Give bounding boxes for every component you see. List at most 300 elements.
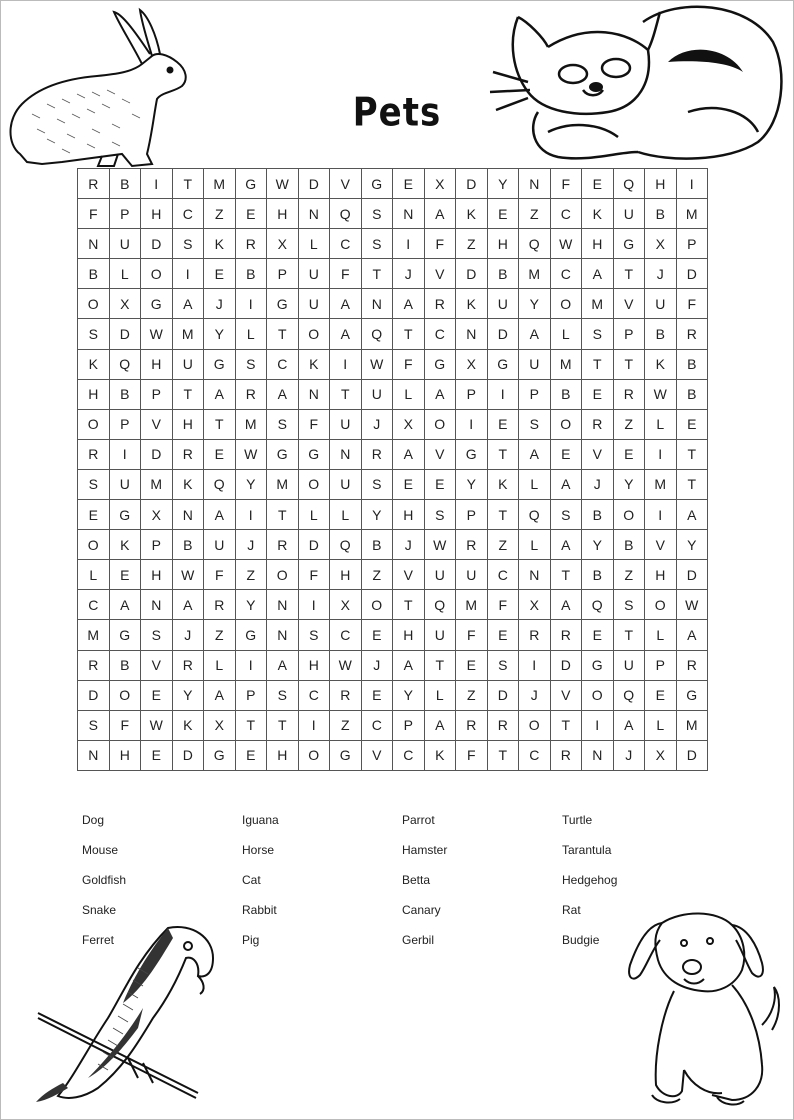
grid-cell[interactable]: T xyxy=(361,259,393,289)
grid-cell[interactable]: P xyxy=(109,199,141,229)
grid-cell[interactable]: O xyxy=(78,409,110,439)
grid-cell[interactable]: H xyxy=(330,560,362,590)
grid-cell[interactable]: Z xyxy=(613,409,645,439)
grid-cell[interactable]: R xyxy=(78,439,110,469)
grid-cell[interactable]: B xyxy=(676,349,708,379)
grid-cell[interactable]: D xyxy=(298,530,330,560)
grid-cell[interactable]: D xyxy=(550,650,582,680)
grid-cell[interactable]: U xyxy=(424,560,456,590)
grid-cell[interactable]: V xyxy=(613,289,645,319)
grid-cell[interactable]: Z xyxy=(204,199,236,229)
grid-cell[interactable]: A xyxy=(267,379,299,409)
grid-cell[interactable]: O xyxy=(78,289,110,319)
grid-cell[interactable]: B xyxy=(487,259,519,289)
grid-cell[interactable]: E xyxy=(235,740,267,770)
grid-cell[interactable]: L xyxy=(204,650,236,680)
grid-cell[interactable]: O xyxy=(267,560,299,590)
grid-cell[interactable]: Y xyxy=(361,500,393,530)
grid-cell[interactable]: J xyxy=(645,259,677,289)
grid-cell[interactable]: U xyxy=(613,199,645,229)
grid-cell[interactable]: S xyxy=(613,590,645,620)
grid-cell[interactable]: U xyxy=(613,650,645,680)
grid-cell[interactable]: L xyxy=(330,500,362,530)
grid-cell[interactable]: K xyxy=(172,710,204,740)
grid-cell[interactable]: H xyxy=(141,199,173,229)
grid-cell[interactable]: G xyxy=(298,439,330,469)
grid-cell[interactable]: V xyxy=(550,680,582,710)
grid-cell[interactable]: F xyxy=(330,259,362,289)
grid-cell[interactable]: U xyxy=(109,469,141,499)
grid-cell[interactable]: H xyxy=(645,169,677,199)
grid-cell[interactable]: R xyxy=(456,530,488,560)
grid-cell[interactable]: P xyxy=(393,710,425,740)
grid-cell[interactable]: S xyxy=(235,349,267,379)
grid-cell[interactable]: R xyxy=(172,439,204,469)
grid-cell[interactable]: A xyxy=(424,710,456,740)
grid-cell[interactable]: L xyxy=(550,319,582,349)
grid-cell[interactable]: M xyxy=(78,620,110,650)
grid-cell[interactable]: N xyxy=(582,740,614,770)
grid-cell[interactable]: R xyxy=(676,650,708,680)
grid-cell[interactable]: R xyxy=(235,379,267,409)
grid-cell[interactable]: W xyxy=(172,560,204,590)
grid-cell[interactable]: U xyxy=(456,560,488,590)
grid-cell[interactable]: Z xyxy=(330,710,362,740)
grid-cell[interactable]: A xyxy=(424,379,456,409)
grid-cell[interactable]: P xyxy=(676,229,708,259)
grid-cell[interactable]: E xyxy=(393,169,425,199)
grid-cell[interactable]: D xyxy=(456,169,488,199)
grid-cell[interactable]: H xyxy=(172,409,204,439)
grid-cell[interactable]: Q xyxy=(330,199,362,229)
grid-cell[interactable]: Q xyxy=(204,469,236,499)
grid-cell[interactable]: L xyxy=(519,530,551,560)
grid-cell[interactable]: A xyxy=(550,530,582,560)
grid-cell[interactable]: E xyxy=(582,169,614,199)
grid-cell[interactable]: T xyxy=(487,500,519,530)
grid-cell[interactable]: G xyxy=(109,500,141,530)
grid-cell[interactable]: S xyxy=(550,500,582,530)
grid-cell[interactable]: S xyxy=(78,469,110,499)
grid-cell[interactable]: K xyxy=(456,199,488,229)
grid-cell[interactable]: Q xyxy=(613,680,645,710)
grid-cell[interactable]: R xyxy=(613,379,645,409)
grid-cell[interactable]: P xyxy=(141,530,173,560)
grid-cell[interactable]: E xyxy=(78,500,110,530)
grid-cell[interactable]: E xyxy=(456,650,488,680)
grid-cell[interactable]: M xyxy=(550,349,582,379)
grid-cell[interactable]: S xyxy=(78,319,110,349)
grid-cell[interactable]: W xyxy=(361,349,393,379)
grid-cell[interactable]: M xyxy=(235,409,267,439)
grid-cell[interactable]: C xyxy=(78,590,110,620)
grid-cell[interactable]: J xyxy=(172,620,204,650)
grid-cell[interactable]: S xyxy=(298,620,330,650)
grid-cell[interactable]: N xyxy=(78,229,110,259)
grid-cell[interactable]: Z xyxy=(361,560,393,590)
grid-cell[interactable]: U xyxy=(361,379,393,409)
grid-cell[interactable]: T xyxy=(267,319,299,349)
grid-cell[interactable]: Z xyxy=(613,560,645,590)
grid-cell[interactable]: J xyxy=(582,469,614,499)
grid-cell[interactable]: X xyxy=(141,500,173,530)
grid-cell[interactable]: E xyxy=(582,620,614,650)
grid-cell[interactable]: N xyxy=(330,439,362,469)
grid-cell[interactable]: M xyxy=(456,590,488,620)
grid-cell[interactable]: O xyxy=(298,319,330,349)
grid-cell[interactable]: U xyxy=(487,289,519,319)
grid-cell[interactable]: F xyxy=(456,620,488,650)
grid-cell[interactable]: S xyxy=(519,409,551,439)
grid-cell[interactable]: A xyxy=(393,439,425,469)
grid-cell[interactable]: J xyxy=(393,530,425,560)
grid-cell[interactable]: G xyxy=(424,349,456,379)
grid-cell[interactable]: M xyxy=(645,469,677,499)
grid-cell[interactable]: S xyxy=(361,199,393,229)
grid-cell[interactable]: Z xyxy=(235,560,267,590)
grid-cell[interactable]: L xyxy=(645,620,677,650)
grid-cell[interactable]: L xyxy=(298,500,330,530)
grid-cell[interactable]: F xyxy=(393,349,425,379)
grid-cell[interactable]: N xyxy=(78,740,110,770)
grid-cell[interactable]: Q xyxy=(582,590,614,620)
grid-cell[interactable]: F xyxy=(676,289,708,319)
grid-cell[interactable]: T xyxy=(267,500,299,530)
grid-cell[interactable]: K xyxy=(109,530,141,560)
grid-cell[interactable]: B xyxy=(109,379,141,409)
grid-cell[interactable]: G xyxy=(361,169,393,199)
grid-cell[interactable]: D xyxy=(78,680,110,710)
grid-cell[interactable]: F xyxy=(550,169,582,199)
grid-cell[interactable]: E xyxy=(141,740,173,770)
grid-cell[interactable]: Y xyxy=(204,319,236,349)
grid-cell[interactable]: C xyxy=(361,710,393,740)
grid-cell[interactable]: C xyxy=(330,229,362,259)
grid-cell[interactable]: Q xyxy=(109,349,141,379)
grid-cell[interactable]: Y xyxy=(172,680,204,710)
grid-cell[interactable]: D xyxy=(487,319,519,349)
grid-cell[interactable]: U xyxy=(424,620,456,650)
grid-cell[interactable]: H xyxy=(78,379,110,409)
grid-cell[interactable]: Y xyxy=(613,469,645,499)
grid-cell[interactable]: Y xyxy=(582,530,614,560)
grid-cell[interactable]: K xyxy=(487,469,519,499)
grid-cell[interactable]: S xyxy=(141,620,173,650)
grid-cell[interactable]: G xyxy=(235,169,267,199)
grid-cell[interactable]: Z xyxy=(487,530,519,560)
grid-cell[interactable]: L xyxy=(235,319,267,349)
grid-cell[interactable]: G xyxy=(204,740,236,770)
grid-cell[interactable]: E xyxy=(645,680,677,710)
grid-cell[interactable]: I xyxy=(141,169,173,199)
grid-cell[interactable]: I xyxy=(519,650,551,680)
grid-cell[interactable]: E xyxy=(487,409,519,439)
grid-cell[interactable]: E xyxy=(361,620,393,650)
grid-cell[interactable]: O xyxy=(550,409,582,439)
grid-cell[interactable]: A xyxy=(613,710,645,740)
grid-cell[interactable]: C xyxy=(424,319,456,349)
grid-cell[interactable]: T xyxy=(613,349,645,379)
grid-cell[interactable]: O xyxy=(613,500,645,530)
grid-cell[interactable]: F xyxy=(204,560,236,590)
grid-cell[interactable]: E xyxy=(582,379,614,409)
grid-cell[interactable]: T xyxy=(393,319,425,349)
grid-cell[interactable]: I xyxy=(235,500,267,530)
grid-cell[interactable]: T xyxy=(267,710,299,740)
grid-cell[interactable]: B xyxy=(645,199,677,229)
grid-cell[interactable]: B xyxy=(645,319,677,349)
grid-cell[interactable]: T xyxy=(613,259,645,289)
grid-cell[interactable]: T xyxy=(393,590,425,620)
grid-cell[interactable]: W xyxy=(424,530,456,560)
grid-cell[interactable]: Y xyxy=(456,469,488,499)
grid-cell[interactable]: C xyxy=(267,349,299,379)
grid-cell[interactable]: P xyxy=(519,379,551,409)
grid-cell[interactable]: J xyxy=(235,530,267,560)
grid-cell[interactable]: R xyxy=(330,680,362,710)
grid-cell[interactable]: D xyxy=(456,259,488,289)
grid-cell[interactable]: S xyxy=(267,680,299,710)
grid-cell[interactable]: Y xyxy=(676,530,708,560)
grid-cell[interactable]: G xyxy=(487,349,519,379)
grid-cell[interactable]: E xyxy=(393,469,425,499)
grid-cell[interactable]: A xyxy=(172,590,204,620)
grid-cell[interactable]: G xyxy=(204,349,236,379)
grid-cell[interactable]: M xyxy=(519,259,551,289)
grid-cell[interactable]: M xyxy=(676,199,708,229)
grid-cell[interactable]: R xyxy=(676,319,708,349)
grid-cell[interactable]: S xyxy=(361,229,393,259)
grid-cell[interactable]: C xyxy=(519,740,551,770)
grid-cell[interactable]: I xyxy=(298,710,330,740)
grid-cell[interactable]: X xyxy=(393,409,425,439)
grid-cell[interactable]: A xyxy=(204,680,236,710)
grid-cell[interactable]: R xyxy=(78,650,110,680)
grid-cell[interactable]: O xyxy=(361,590,393,620)
grid-cell[interactable]: H xyxy=(393,620,425,650)
grid-cell[interactable]: K xyxy=(645,349,677,379)
grid-cell[interactable]: T xyxy=(487,740,519,770)
grid-cell[interactable]: R xyxy=(550,620,582,650)
grid-cell[interactable]: I xyxy=(172,259,204,289)
grid-cell[interactable]: S xyxy=(487,650,519,680)
grid-cell[interactable]: K xyxy=(424,740,456,770)
grid-cell[interactable]: Y xyxy=(487,169,519,199)
grid-cell[interactable]: B xyxy=(582,500,614,530)
grid-cell[interactable]: N xyxy=(361,289,393,319)
grid-cell[interactable]: A xyxy=(109,590,141,620)
grid-cell[interactable]: A xyxy=(550,590,582,620)
grid-cell[interactable]: X xyxy=(645,740,677,770)
grid-cell[interactable]: J xyxy=(393,259,425,289)
grid-cell[interactable]: D xyxy=(172,740,204,770)
grid-cell[interactable]: G xyxy=(235,620,267,650)
grid-cell[interactable]: D xyxy=(109,319,141,349)
grid-cell[interactable]: A xyxy=(204,379,236,409)
grid-cell[interactable]: W xyxy=(267,169,299,199)
grid-cell[interactable]: R xyxy=(550,740,582,770)
grid-cell[interactable]: R xyxy=(424,289,456,319)
grid-cell[interactable]: V xyxy=(141,409,173,439)
grid-cell[interactable]: F xyxy=(298,409,330,439)
grid-cell[interactable]: W xyxy=(141,319,173,349)
grid-cell[interactable]: Q xyxy=(613,169,645,199)
grid-cell[interactable]: Y xyxy=(519,289,551,319)
grid-cell[interactable]: H xyxy=(141,349,173,379)
grid-cell[interactable]: T xyxy=(235,710,267,740)
grid-cell[interactable]: D xyxy=(141,229,173,259)
grid-cell[interactable]: P xyxy=(645,650,677,680)
grid-cell[interactable]: Q xyxy=(519,229,551,259)
grid-cell[interactable]: P xyxy=(109,409,141,439)
grid-cell[interactable]: F xyxy=(298,560,330,590)
grid-cell[interactable]: A xyxy=(204,500,236,530)
grid-cell[interactable]: E xyxy=(141,680,173,710)
grid-cell[interactable]: G xyxy=(141,289,173,319)
grid-cell[interactable]: G xyxy=(330,740,362,770)
grid-cell[interactable]: D xyxy=(676,740,708,770)
grid-cell[interactable]: J xyxy=(613,740,645,770)
grid-cell[interactable]: G xyxy=(267,289,299,319)
grid-cell[interactable]: R xyxy=(519,620,551,650)
grid-cell[interactable]: R xyxy=(267,530,299,560)
grid-cell[interactable]: X xyxy=(204,710,236,740)
grid-cell[interactable]: T xyxy=(424,650,456,680)
grid-cell[interactable]: W xyxy=(550,229,582,259)
grid-cell[interactable]: U xyxy=(298,259,330,289)
grid-cell[interactable]: A xyxy=(267,650,299,680)
grid-cell[interactable]: J xyxy=(361,409,393,439)
grid-cell[interactable]: Q xyxy=(519,500,551,530)
grid-cell[interactable]: I xyxy=(393,229,425,259)
grid-cell[interactable]: F xyxy=(109,710,141,740)
grid-cell[interactable]: P xyxy=(456,379,488,409)
grid-cell[interactable]: O xyxy=(141,259,173,289)
grid-cell[interactable]: F xyxy=(487,590,519,620)
grid-cell[interactable]: R xyxy=(235,229,267,259)
grid-cell[interactable]: E xyxy=(361,680,393,710)
grid-cell[interactable]: U xyxy=(109,229,141,259)
grid-cell[interactable]: L xyxy=(424,680,456,710)
grid-cell[interactable]: E xyxy=(235,199,267,229)
grid-cell[interactable]: I xyxy=(456,409,488,439)
grid-cell[interactable]: Y xyxy=(235,469,267,499)
grid-cell[interactable]: A xyxy=(676,500,708,530)
grid-cell[interactable]: W xyxy=(235,439,267,469)
grid-cell[interactable]: T xyxy=(613,620,645,650)
grid-cell[interactable]: I xyxy=(582,710,614,740)
grid-cell[interactable]: N xyxy=(267,590,299,620)
grid-cell[interactable]: R xyxy=(78,169,110,199)
grid-cell[interactable]: X xyxy=(645,229,677,259)
grid-cell[interactable]: U xyxy=(204,530,236,560)
grid-cell[interactable]: H xyxy=(645,560,677,590)
grid-cell[interactable]: E xyxy=(613,439,645,469)
grid-cell[interactable]: T xyxy=(676,469,708,499)
grid-cell[interactable]: I xyxy=(235,289,267,319)
grid-cell[interactable]: A xyxy=(393,650,425,680)
grid-cell[interactable]: L xyxy=(645,409,677,439)
grid-cell[interactable]: B xyxy=(361,530,393,560)
grid-cell[interactable]: H xyxy=(267,740,299,770)
grid-cell[interactable]: I xyxy=(487,379,519,409)
grid-cell[interactable]: G xyxy=(582,650,614,680)
grid-cell[interactable]: I xyxy=(109,439,141,469)
grid-cell[interactable]: T xyxy=(204,409,236,439)
grid-cell[interactable]: N xyxy=(267,620,299,650)
grid-cell[interactable]: L xyxy=(109,259,141,289)
grid-cell[interactable]: T xyxy=(172,379,204,409)
grid-cell[interactable]: T xyxy=(487,439,519,469)
grid-cell[interactable]: M xyxy=(172,319,204,349)
grid-cell[interactable]: R xyxy=(204,590,236,620)
grid-cell[interactable]: H xyxy=(141,560,173,590)
grid-cell[interactable]: P xyxy=(235,680,267,710)
grid-cell[interactable]: F xyxy=(456,740,488,770)
grid-cell[interactable]: X xyxy=(456,349,488,379)
grid-cell[interactable]: A xyxy=(550,469,582,499)
grid-cell[interactable]: F xyxy=(424,229,456,259)
grid-cell[interactable]: C xyxy=(487,560,519,590)
grid-cell[interactable]: T xyxy=(676,439,708,469)
grid-cell[interactable]: O xyxy=(550,289,582,319)
grid-cell[interactable]: I xyxy=(235,650,267,680)
grid-cell[interactable]: O xyxy=(424,409,456,439)
grid-cell[interactable]: O xyxy=(582,680,614,710)
grid-cell[interactable]: E xyxy=(487,620,519,650)
grid-cell[interactable]: S xyxy=(172,229,204,259)
grid-cell[interactable]: H xyxy=(267,199,299,229)
grid-cell[interactable]: C xyxy=(330,620,362,650)
grid-cell[interactable]: K xyxy=(298,349,330,379)
grid-cell[interactable]: V xyxy=(424,259,456,289)
grid-cell[interactable]: R xyxy=(456,710,488,740)
grid-cell[interactable]: P xyxy=(267,259,299,289)
grid-cell[interactable]: K xyxy=(456,289,488,319)
grid-cell[interactable]: E xyxy=(109,560,141,590)
grid-cell[interactable]: G xyxy=(676,680,708,710)
grid-cell[interactable]: E xyxy=(204,259,236,289)
grid-cell[interactable]: S xyxy=(424,500,456,530)
grid-cell[interactable]: K xyxy=(582,199,614,229)
grid-cell[interactable]: I xyxy=(298,590,330,620)
grid-cell[interactable]: I xyxy=(330,349,362,379)
grid-cell[interactable]: V xyxy=(330,169,362,199)
grid-cell[interactable]: M xyxy=(676,710,708,740)
grid-cell[interactable]: O xyxy=(78,530,110,560)
grid-cell[interactable]: P xyxy=(456,500,488,530)
grid-cell[interactable]: V xyxy=(645,530,677,560)
grid-cell[interactable]: E xyxy=(204,439,236,469)
grid-cell[interactable]: J xyxy=(519,680,551,710)
grid-cell[interactable]: T xyxy=(550,560,582,590)
grid-cell[interactable]: U xyxy=(330,469,362,499)
grid-cell[interactable]: U xyxy=(172,349,204,379)
grid-cell[interactable]: I xyxy=(645,439,677,469)
grid-cell[interactable]: C xyxy=(550,199,582,229)
grid-cell[interactable]: Y xyxy=(235,590,267,620)
grid-cell[interactable]: O xyxy=(519,710,551,740)
grid-cell[interactable]: A xyxy=(519,439,551,469)
grid-cell[interactable]: F xyxy=(78,199,110,229)
grid-cell[interactable]: L xyxy=(519,469,551,499)
grid-cell[interactable]: O xyxy=(298,740,330,770)
grid-cell[interactable]: Z xyxy=(519,199,551,229)
grid-cell[interactable]: X xyxy=(109,289,141,319)
grid-cell[interactable]: X xyxy=(424,169,456,199)
grid-cell[interactable]: E xyxy=(550,439,582,469)
grid-cell[interactable]: N xyxy=(298,199,330,229)
